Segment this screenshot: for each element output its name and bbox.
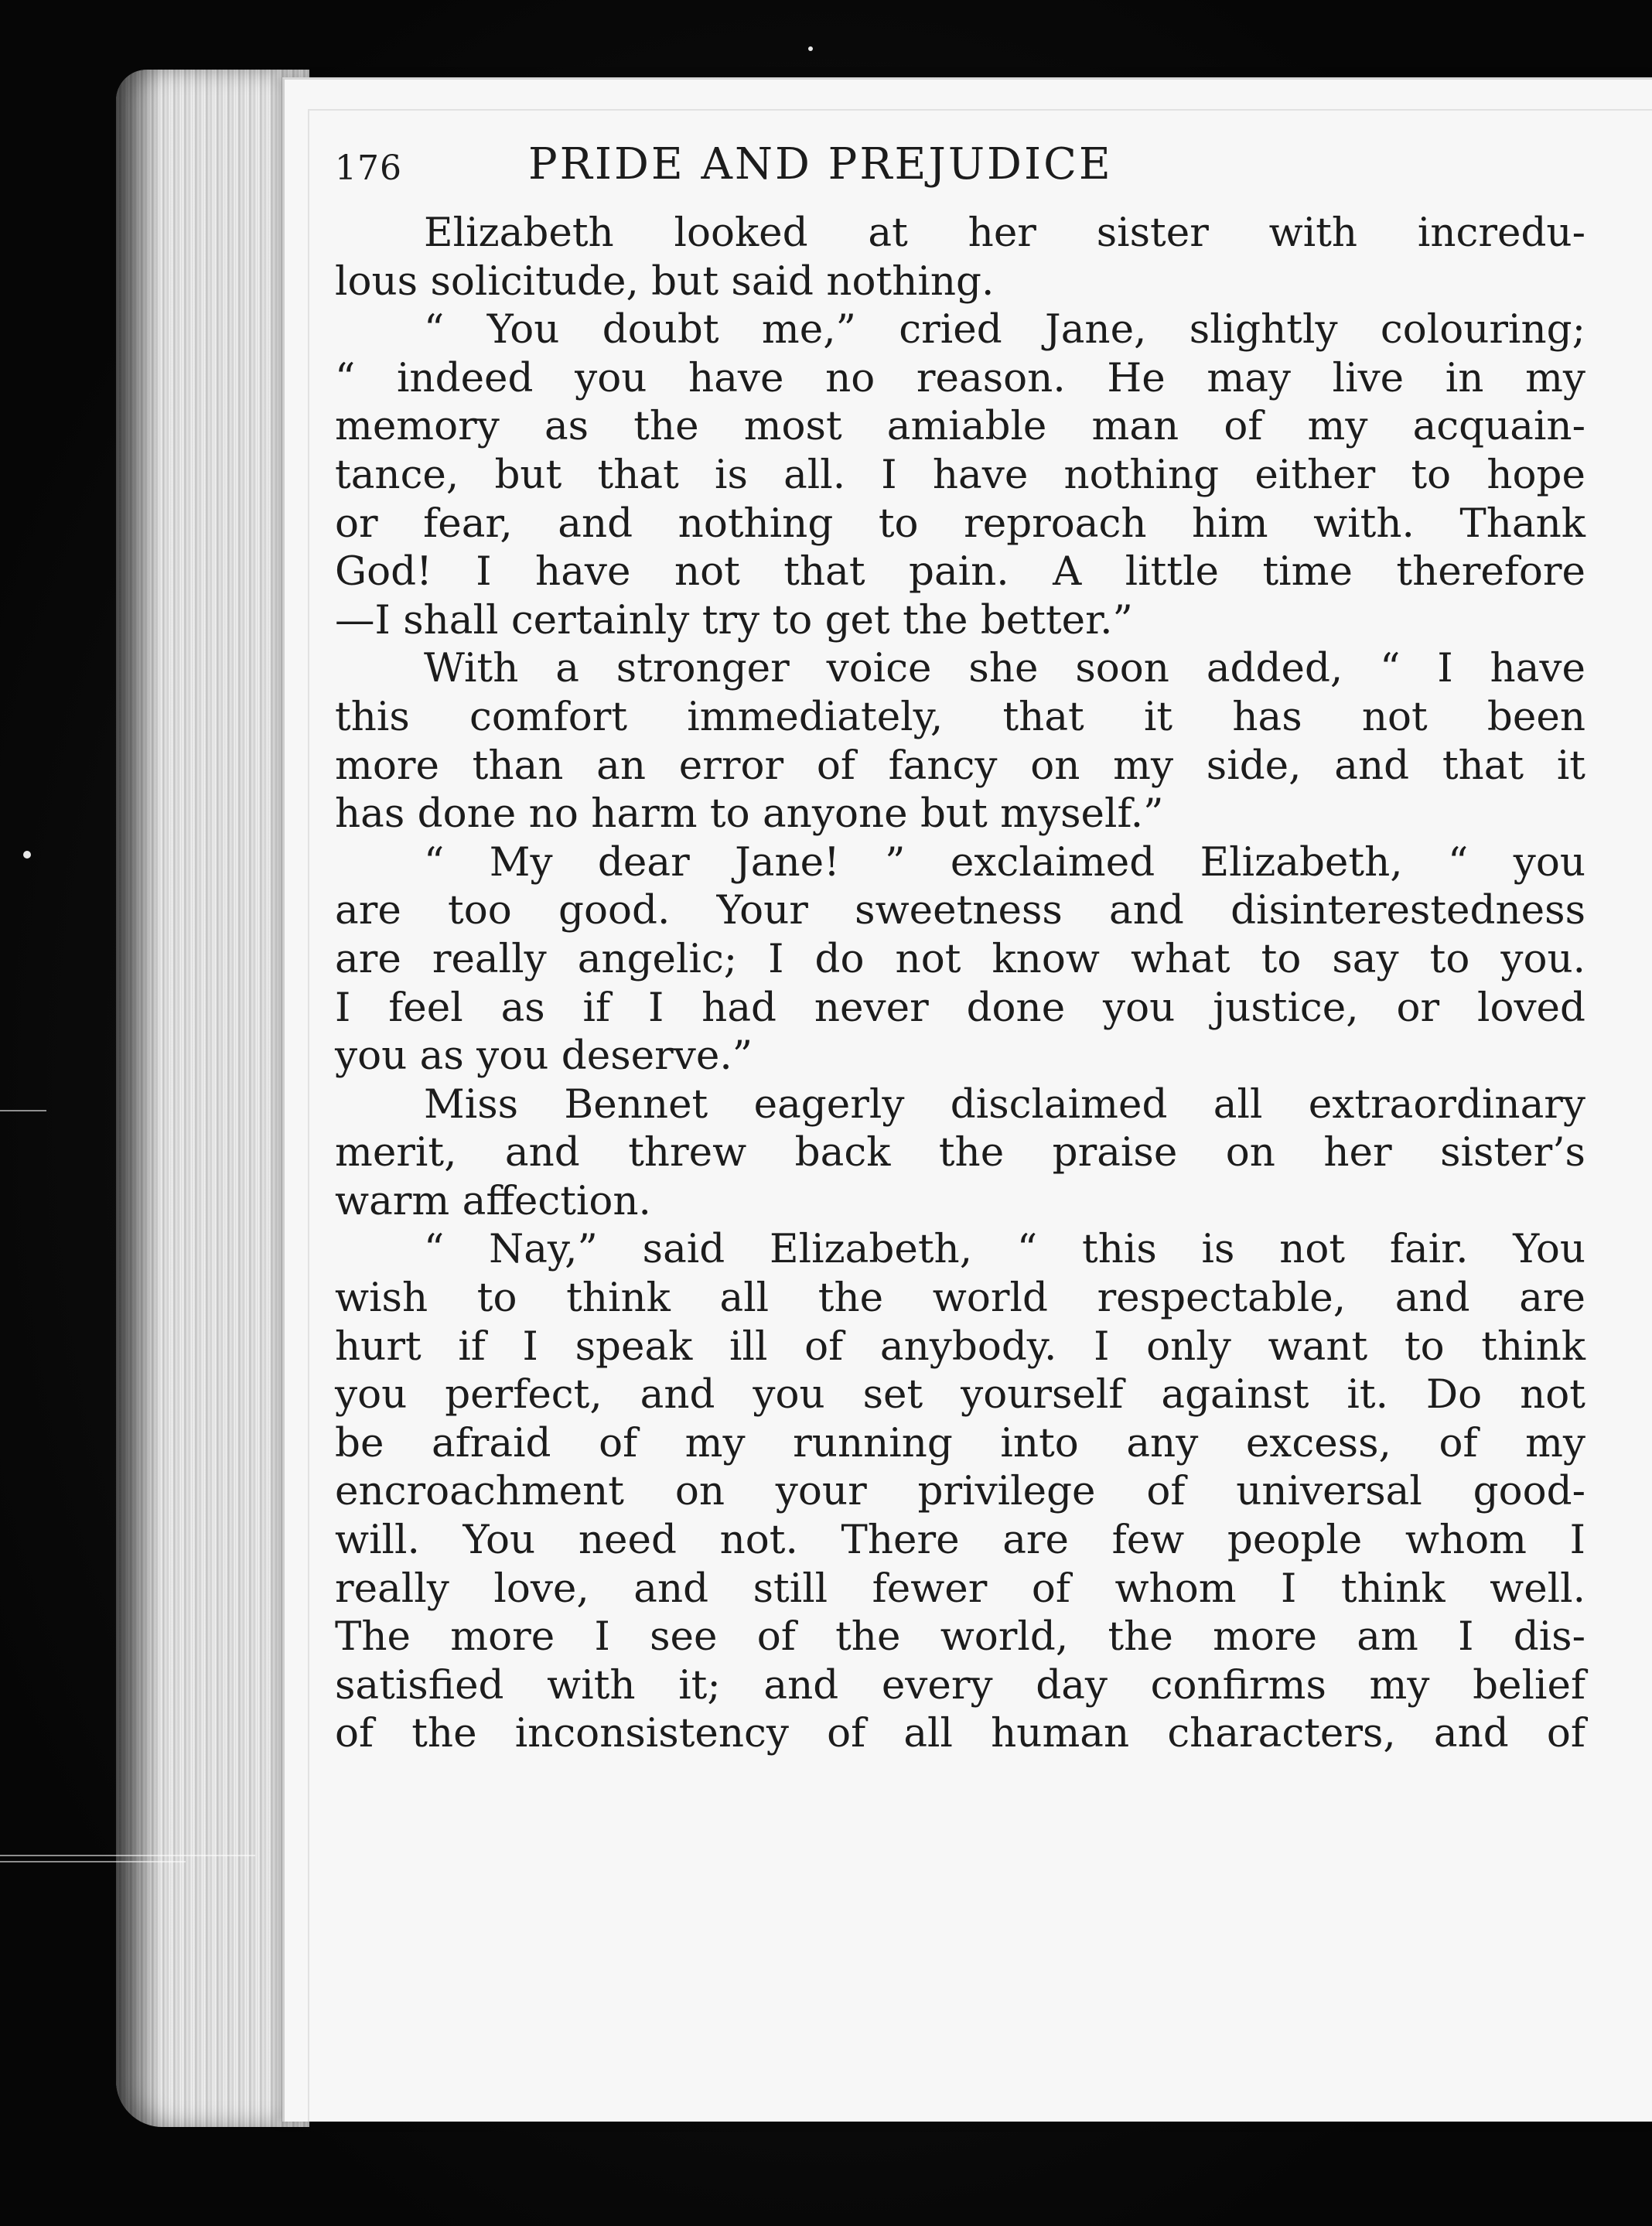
spine-shadow	[116, 70, 162, 2127]
text-line: encroachment on your privilege of universal good-	[335, 1468, 1585, 1515]
text-line: —I shall certainly try to get the better.”	[335, 596, 1133, 644]
page-number: 176	[335, 149, 402, 188]
text-line: this comfort immediately, that it has not been	[335, 693, 1585, 740]
text-line: I feel as if I had never done you justice, or loved	[335, 984, 1585, 1031]
text-line: “ indeed you have no reason. He may live in my	[335, 354, 1585, 401]
text-line: “ You doubt me,” cried Jane, slightly colouring;	[424, 306, 1585, 353]
dust-speck	[23, 851, 31, 859]
text-line: more than an error of fancy on my side, and that it	[335, 742, 1585, 789]
text-line: you perfect, and you set yourself against it. Do not	[335, 1371, 1585, 1419]
text-line: With a stronger voice she soon added, “ I have	[424, 645, 1585, 692]
page-header	[335, 139, 1585, 209]
body-text	[335, 209, 1585, 1758]
page-text-block	[335, 139, 1585, 1758]
text-line: you as you deserve.”	[335, 1033, 753, 1080]
dust-speck	[808, 46, 813, 51]
text-line: “ Nay,” said Elizabeth, “ this is not fair. You	[424, 1226, 1585, 1273]
running-title: PRIDE AND PREJUDICE	[528, 139, 1113, 189]
text-line: are too good. Your sweetness and disinterestedness	[335, 887, 1585, 934]
scan-artifact-line	[0, 1110, 46, 1111]
text-line: are really angelic; I do not know what to say to you.	[335, 935, 1585, 982]
text-line: will. You need not. There are few people whom I	[335, 1517, 1585, 1564]
text-line: “ My dear Jane! ” exclaimed Elizabeth, “ you	[424, 838, 1585, 886]
text-line: has done no harm to anyone but myself.”	[335, 790, 1164, 838]
text-line: warm affection.	[335, 1177, 651, 1224]
text-line: of the inconsistency of all human characters, and of	[335, 1710, 1585, 1757]
text-line: wish to think all the world respectable, and are	[335, 1275, 1585, 1322]
scan-artifact-line	[0, 1855, 255, 1856]
text-line: God! I have not that pain. A little time therefore	[335, 548, 1585, 596]
text-line: satisfied with it; and every day confirms my belief	[335, 1661, 1585, 1709]
text-line: tance, but that is all. I have nothing either to hope	[335, 451, 1585, 498]
text-line: lous solicitude, but said nothing.	[335, 258, 995, 305]
text-line: Elizabeth looked at her sister with incredu-	[424, 210, 1585, 256]
text-line: really love, and still fewer of whom I think well.	[335, 1565, 1585, 1612]
text-line: or fear, and nothing to reproach him with. Thank	[335, 500, 1585, 547]
text-line: memory as the most amiable man of my acquain-	[335, 403, 1585, 450]
text-line: merit, and threw back the praise on her sister’s	[335, 1129, 1585, 1176]
text-line: hurt if I speak ill of anybody. I only want to think	[335, 1323, 1585, 1370]
text-line: The more I see of the world, the more am I dis-	[335, 1613, 1585, 1661]
scan-artifact-line	[0, 1861, 186, 1862]
text-line: Miss Bennet eagerly disclaimed all extraordinary	[424, 1081, 1585, 1128]
text-line: be afraid of my running into any excess, of my	[335, 1419, 1585, 1466]
